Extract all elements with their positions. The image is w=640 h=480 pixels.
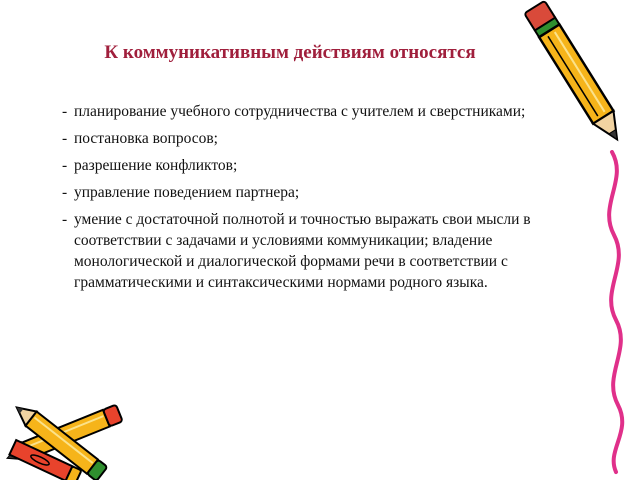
slide-title: К коммуникативным действиям относятся	[104, 42, 476, 63]
pencil-clipart-icon	[520, 0, 640, 160]
list-item: - умение с достаточной полнотой и точностью выражать свои мысли в соответствии с задачами и условиями коммуникации; владение монологической и диалогической формами речи в соответствии с грамматическими и синтаксическими нормами родного языка.	[62, 209, 562, 293]
bullet-list	[62, 101, 562, 299]
list-item: - планирование учебного сотрудничества с учителем и сверстниками;	[62, 101, 562, 122]
squiggle-line-icon	[592, 150, 638, 475]
list-item: - разрешение конфликтов;	[62, 155, 562, 176]
list-item: - постановка вопросов;	[62, 128, 562, 149]
list-item: - управление поведением партнера;	[62, 182, 562, 203]
crossed-pencils-clipart-icon	[0, 380, 140, 480]
